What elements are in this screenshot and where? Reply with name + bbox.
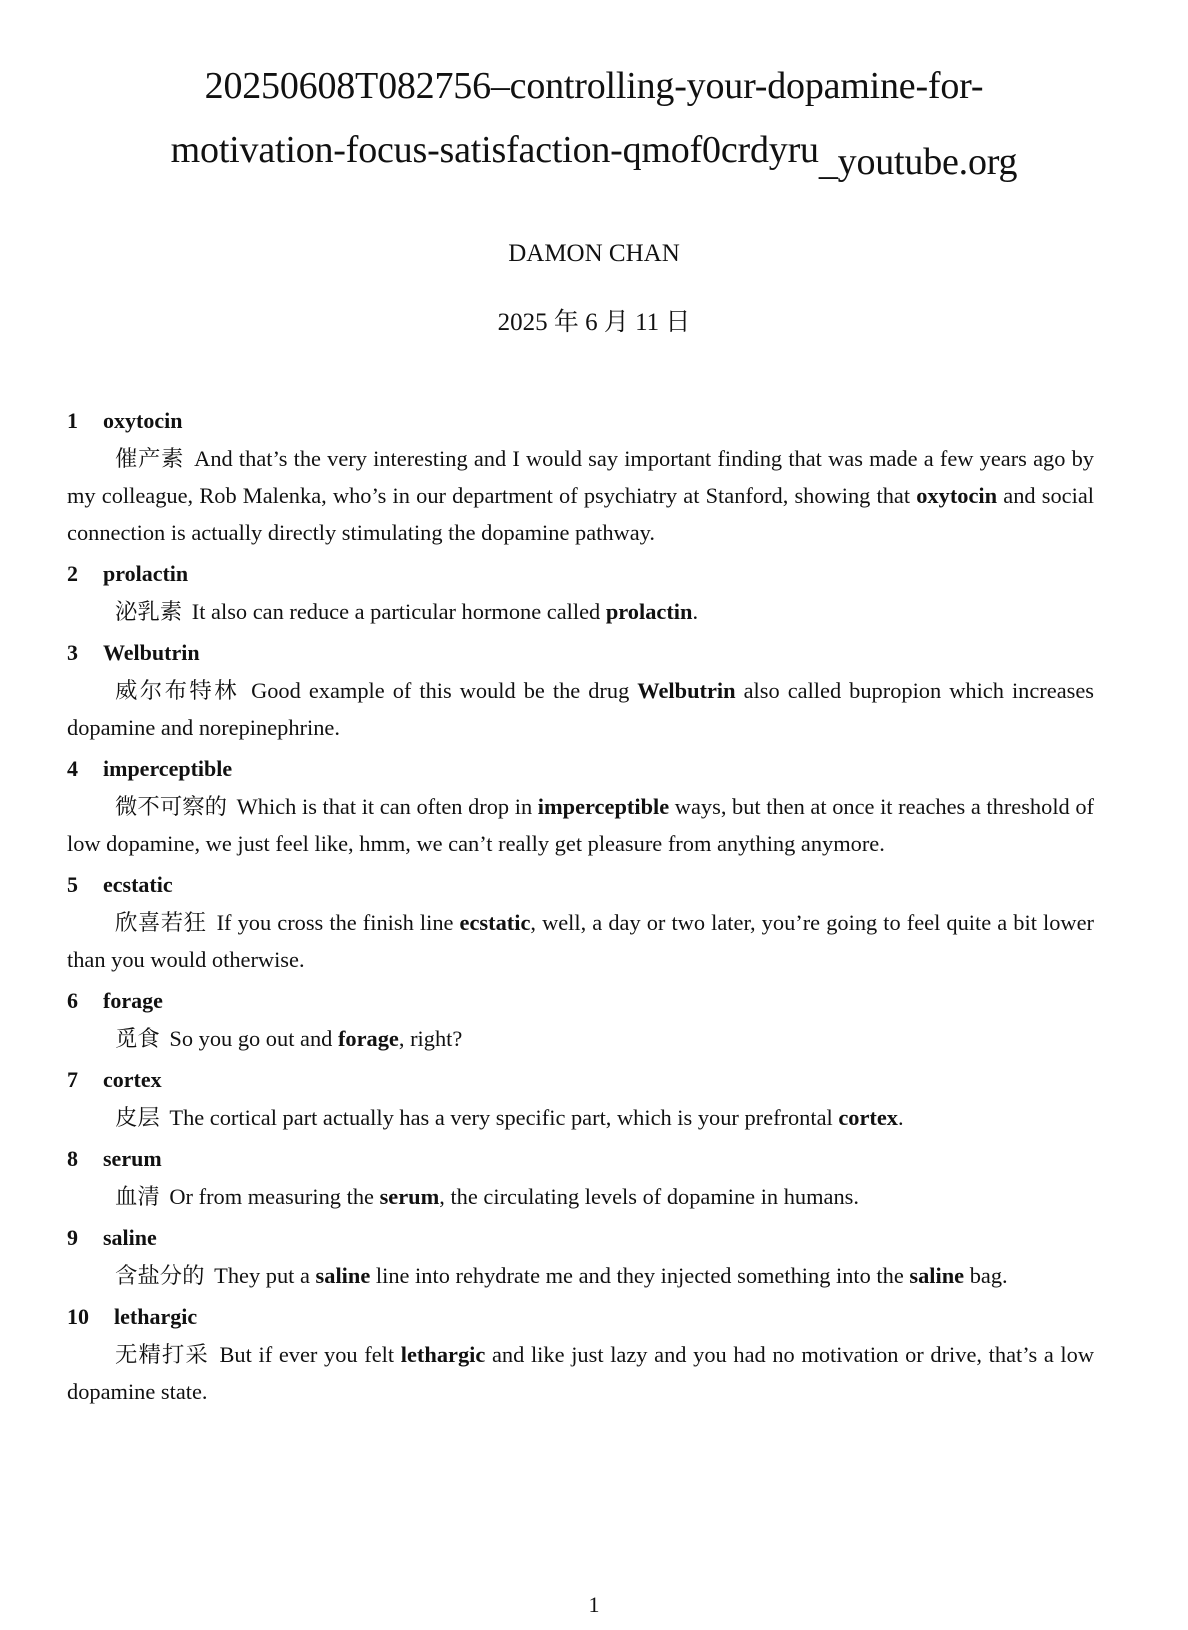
vocab-entry (67, 1298, 1094, 1410)
title-line-1: 20250608T082756–controlling-your-dopamine-for- (204, 65, 984, 107)
entry-heading (67, 866, 1094, 904)
entry-heading (67, 555, 1094, 593)
entry-translation: 微不可察的 (115, 794, 228, 819)
page-number: 1 (588, 1592, 600, 1617)
example-highlight: oxytocin (916, 483, 998, 508)
entry-heading (67, 750, 1094, 788)
entry-number: 5 (67, 872, 78, 897)
vocab-entry (67, 982, 1094, 1057)
entry-term: lethargic (114, 1304, 198, 1329)
entry-term: imperceptible (103, 756, 233, 781)
example-text: , right? (398, 1026, 463, 1051)
entry-term: cortex (103, 1067, 162, 1092)
entry-term: forage (103, 988, 163, 1013)
entry-heading (67, 1298, 1094, 1336)
entry-number: 9 (67, 1225, 78, 1250)
example-text: They put a (214, 1263, 316, 1288)
example-highlight: lethargic (400, 1342, 486, 1367)
vocab-entry (67, 1140, 1094, 1215)
entry-number: 7 (67, 1067, 78, 1092)
example-text: and like just lazy and you had no motivation or drive, that’s a low dopamine state. (67, 1342, 1095, 1404)
entry-heading (67, 402, 1094, 440)
entry-example (67, 1178, 1094, 1215)
author-name: DAMON CHAN (508, 240, 680, 267)
entry-translation: 催产素 (115, 446, 184, 471)
vocab-entry (67, 750, 1094, 862)
example-text: , the circulating levels of dopamine in humans. (439, 1184, 859, 1209)
entry-heading (67, 1140, 1094, 1178)
entry-number: 4 (67, 756, 78, 781)
example-highlight: prolactin (605, 599, 693, 624)
example-text: But if ever you felt (219, 1342, 401, 1367)
entry-number: 8 (67, 1146, 78, 1171)
entry-example (67, 440, 1094, 551)
entry-term: prolactin (103, 561, 189, 586)
example-highlight: saline (315, 1263, 371, 1288)
example-text: So you go out and (169, 1026, 338, 1051)
entry-term: ecstatic (103, 872, 173, 897)
example-text: ways, but then at once it reaches a threshold of low dopamine, we just feel like, hmm, we can’t really get pleasure from anything anymore. (67, 794, 1095, 856)
example-text: The cortical part actually has a very specific part, which is your prefrontal (169, 1105, 839, 1130)
entry-example (67, 1336, 1094, 1410)
example-text: . (692, 599, 699, 624)
example-text: If you cross the finish line (216, 910, 460, 935)
vocab-entry (67, 402, 1094, 551)
example-highlight: serum (379, 1184, 440, 1209)
example-text: and social connection is actually directly stimulating the dopamine pathway. (67, 483, 1094, 545)
example-text: bag. (964, 1263, 1008, 1288)
entry-translation: 威尔布特林 (115, 678, 240, 703)
entry-translation: 皮层 (115, 1105, 160, 1130)
example-highlight: cortex (838, 1105, 899, 1130)
vocab-entry (67, 866, 1094, 978)
title-line-2 (60, 118, 1128, 182)
example-text: And that’s the very interesting and I would say important finding that was made a few years ago by my colleague, Rob Malenka, who’s in our department of psychiatry at Stanford, showing that (67, 446, 1094, 508)
example-highlight: ecstatic (459, 910, 531, 935)
title-subscript: _youtube.org (818, 141, 1018, 183)
example-highlight: imperceptible (537, 794, 670, 819)
vocab-entry (67, 1219, 1094, 1294)
entry-number: 3 (67, 640, 78, 665)
example-text: , well, a day or two later, you’re going to feel quite a bit lower than you would otherwise. (67, 910, 1094, 972)
document-date: 2025 年 6 月 11 日 (497, 309, 691, 336)
example-highlight: saline (909, 1263, 965, 1288)
example-text: . (898, 1105, 904, 1130)
entry-example (67, 1020, 1094, 1057)
entry-translation: 无精打采 (115, 1342, 209, 1367)
example-text: Or from measuring the (169, 1184, 380, 1209)
example-text: line into rehydrate me and they injected something into the (370, 1263, 910, 1288)
entry-example (67, 1257, 1094, 1294)
entry-number: 2 (67, 561, 78, 586)
entry-term: saline (103, 1225, 157, 1250)
entry-translation: 觅食 (115, 1026, 160, 1051)
example-highlight: Welbutrin (637, 678, 736, 703)
entry-number: 1 (67, 408, 78, 433)
example-text: also called bupropion which increases dopamine and norepinephrine. (67, 678, 1095, 740)
entry-number: 6 (67, 988, 78, 1013)
example-text: It also can reduce a particular hormone called (191, 599, 606, 624)
example-highlight: forage (337, 1026, 399, 1051)
vocab-entry (67, 634, 1094, 746)
entry-number: 10 (67, 1304, 89, 1329)
vocabulary-list (67, 402, 1094, 1414)
entry-translation: 泌乳素 (115, 599, 183, 624)
entry-example (67, 788, 1094, 862)
vocab-entry (67, 1061, 1094, 1136)
entry-translation: 血清 (115, 1184, 160, 1209)
entry-example (67, 904, 1094, 978)
entry-example (67, 593, 1094, 630)
entry-heading (67, 1061, 1094, 1099)
entry-heading (67, 1219, 1094, 1257)
entry-term: serum (103, 1146, 162, 1171)
entry-heading (67, 634, 1094, 672)
example-text: Good example of this would be the drug (251, 678, 638, 703)
entry-example (67, 1099, 1094, 1136)
entry-term: oxytocin (103, 408, 183, 433)
example-text: Which is that it can often drop in (236, 794, 538, 819)
entry-translation: 含盐分的 (115, 1263, 205, 1288)
vocab-entry (67, 555, 1094, 630)
entry-heading (67, 982, 1094, 1020)
document-title (60, 54, 1128, 182)
title-line-2-text: motivation-focus-satisfaction-qmof0crdyru (170, 129, 819, 171)
entry-term: Welbutrin (103, 640, 200, 665)
entry-translation: 欣喜若狂 (115, 910, 207, 935)
entry-example (67, 672, 1094, 746)
